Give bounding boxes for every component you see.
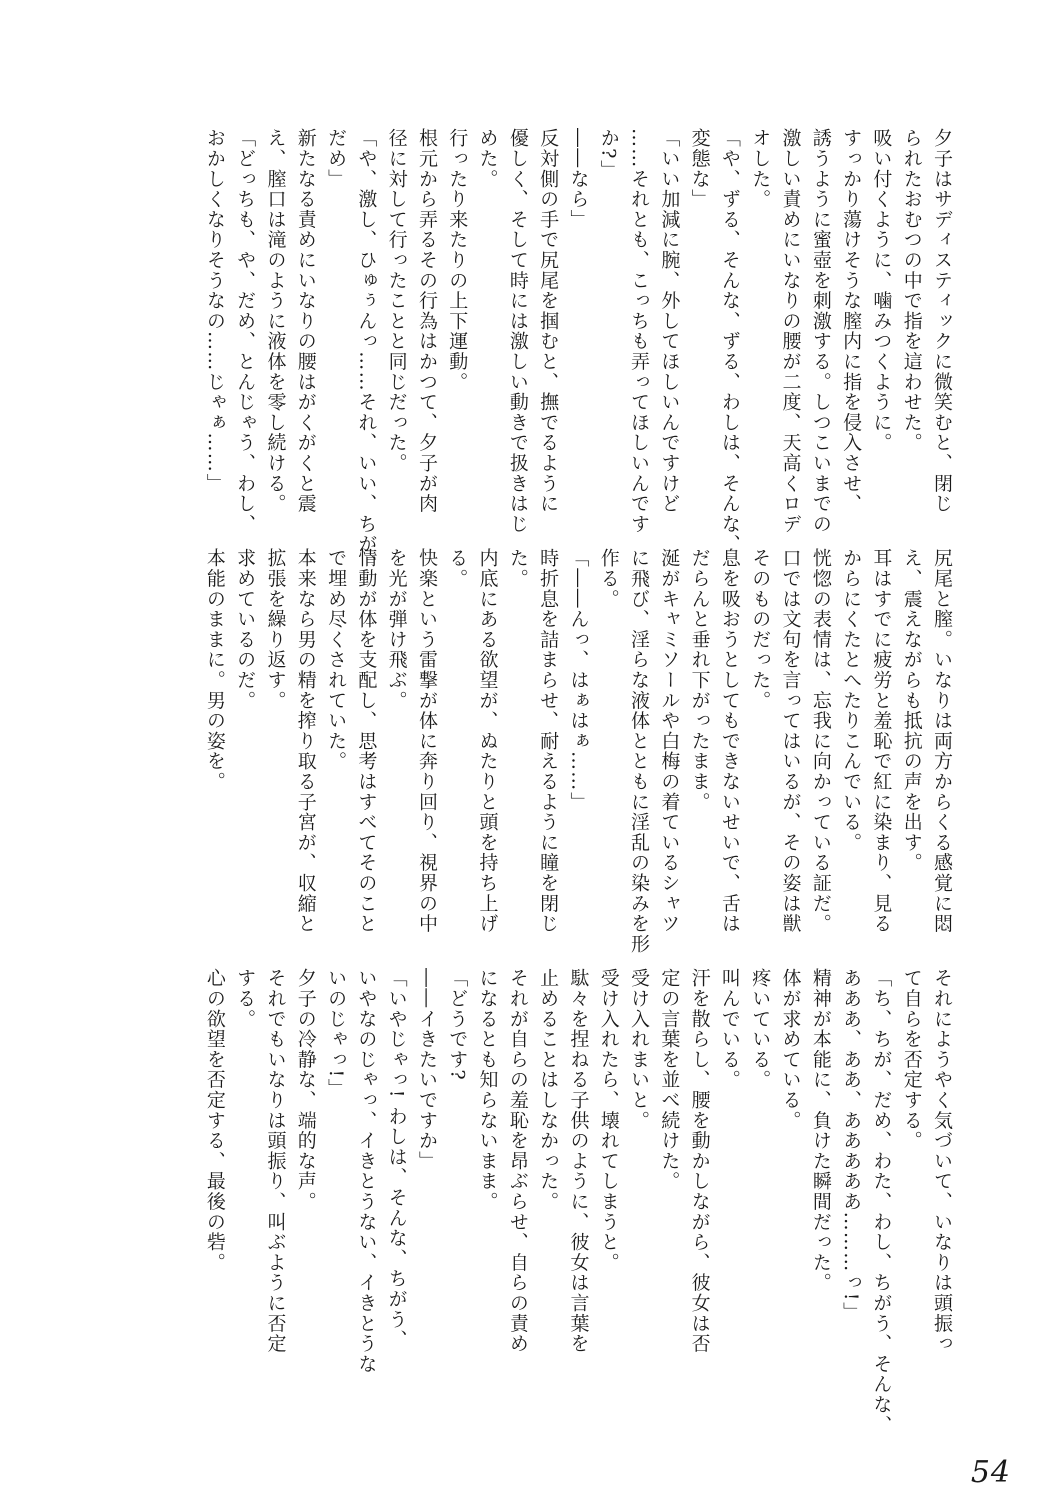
text-line: 作る。 [597,548,620,609]
text-line: だらんと垂れ下がったまま。 [688,548,711,812]
text-line: 拡張を繰り返す。 [264,548,287,711]
text-line: 止めることはしなかった。 [537,968,560,1212]
text-line: すっかり蕩けそうな膣内に指を侵入させ、 [840,128,863,514]
text-line: 夕子はサディスティックに微笑むと、閉じ [931,128,953,514]
page-number: 54 [970,1455,1011,1490]
text-line: になるとも知らないまま。 [476,968,499,1212]
text-line: 根元から弄るその行為はかつて、夕子が肉 [415,128,438,514]
text-line: 受け入れまいと。 [628,968,651,1131]
text-line: いやなのじゃっ、イきとうない、イきとうな [355,968,378,1374]
text-line: 恍惚の表情は、忘我に向かっている証だ。 [809,548,832,934]
text-line: 「いい加減に腕、外してほしいんですけど [658,128,681,514]
text-line: 「――んっ、はぁはぁ……」 [567,548,590,812]
text-line: 体が求めている。 [779,968,802,1131]
text-line: からにくたとへたりこんでいる。 [840,548,863,853]
text-line: する。 [234,968,257,1029]
text-line: だめ」 [325,128,348,189]
text-line: 本来なら男の精を搾り取る子宮が、収縮と [294,548,317,934]
text-line: 精神が本能に、負けた瞬間だった。 [809,968,832,1293]
text-line: 定の言葉を並べ続けた。 [658,968,681,1192]
text-line: 径に対して行ったことと同じだった。 [385,128,408,474]
text-line: 叫んでいる。 [718,968,741,1090]
text-tier-middle [200,548,957,954]
text-line: て自らを否定する。 [900,968,923,1151]
text-line: 息を吸おうとしてもできないせいで、舌は [718,548,741,934]
text-line: え、膣口は滝のように液体を零し続ける。 [264,128,287,514]
text-line: 「や、ずる、そんな、ずる、わしは、そんな、 [718,128,741,555]
text-line: に飛び、淫らな液体とともに淫乱の染みを形 [628,548,651,954]
text-line: 汗を散らし、腰を動かしながら、彼女は否 [688,968,711,1354]
text-line: 夕子の冷静な、端的な声。 [294,968,317,1212]
text-tier-bottom [200,968,957,1435]
text-line: それにようやく気づいて、いなりは頭振っ [931,968,953,1354]
text-line: 反対側の手で尻尾を掴むと、撫でるように [537,128,560,514]
text-line: 情動が体を支配し、思考はすべてそのこと [355,548,378,934]
text-line: 「どっちも、や、だめ、とんじゃう、わし、 [234,128,257,534]
text-line: それが自らの羞恥を昂ぶらせ、自らの責め [506,968,529,1354]
text-tier-top [200,128,957,575]
text-line: オした。 [749,128,772,210]
text-line: 内底にある欲望が、ぬたりと頭を持ち上げ [476,548,499,934]
text-line: ――イきたいですか」 [415,968,438,1171]
text-line: 本能のままに。男の姿を。 [203,548,226,792]
text-line: おかしくなりそうなの……じゃぁ……」 [203,128,226,494]
text-line: を光が弾け飛ぶ。 [385,548,408,711]
text-line: 誘うように蜜壺を刺激する。しつこいまでの [809,128,832,534]
text-line: 尻尾と膣。いなりは両方からくる感覚に悶 [931,548,953,934]
text-line: いのじゃっ!」 [325,968,348,1099]
text-line: 行ったり来たりの上下運動。 [446,128,469,392]
text-line: え、震えながらも抵抗の声を出す。 [900,548,923,873]
text-line: られたおむつの中で指を這わせた。 [900,128,923,453]
text-line: 時折息を詰まらせ、耐えるように瞳を閉じ [537,548,560,934]
text-line: 吸い付くように、噛みつくように。 [870,128,893,453]
text-line: 「いやじゃっ! わしは、そんな、ちがう、 [385,968,408,1350]
text-line: 激しい責めにいなりの腰が二度、天高くロデ [779,128,802,534]
text-line: 優しく、そして時には激しい動きで扱きはじ [506,128,529,534]
text-line: 受け入れたら、壊れてしまうと。 [597,968,620,1273]
text-line: 「ち、ちが、だめ、わた、わし、ちがう、そんな、 [870,968,893,1435]
text-line: 新たなる責めにいなりの腰はがくがくと震 [294,128,317,514]
text-line: それでもいなりは頭振り、叫ぶように否定 [264,968,287,1354]
text-line: で埋め尽くされていた。 [325,548,348,772]
text-line: 変態な」 [688,128,711,210]
text-line: 求めているのだ。 [234,548,257,711]
text-line: あああ、ああ、あああああ………っ!」 [840,968,863,1323]
text-line: ――なら」 [567,128,590,230]
text-line: めた。 [476,128,499,189]
text-line: か?」 [597,128,620,181]
text-line: ……それとも、こっちも弄ってほしいんです [628,128,651,534]
text-line: そのものだった。 [749,548,772,711]
text-line: 「や、激し、ひゅぅんっ……それ、いい、ちが、 [355,128,378,575]
text-line: 涎がキャミソールや白梅の着ているシャツ [658,548,681,934]
text-line: 口では文句を言ってはいるが、その姿は獣 [779,548,802,934]
text-line: た。 [506,548,529,589]
text-line: 駄々を捏ねる子供のように、彼女は言葉を [567,968,590,1354]
text-line: 「どうです? [446,968,469,1081]
text-line: る。 [446,548,469,589]
text-line: 耳はすでに疲労と羞恥で紅に染まり、見る [870,548,893,934]
text-line: 心の欲望を否定する、最後の砦。 [203,968,226,1273]
text-line: 快楽という雷撃が体に奔り回り、視界の中 [415,548,438,934]
text-line: 疼いている。 [749,968,772,1090]
